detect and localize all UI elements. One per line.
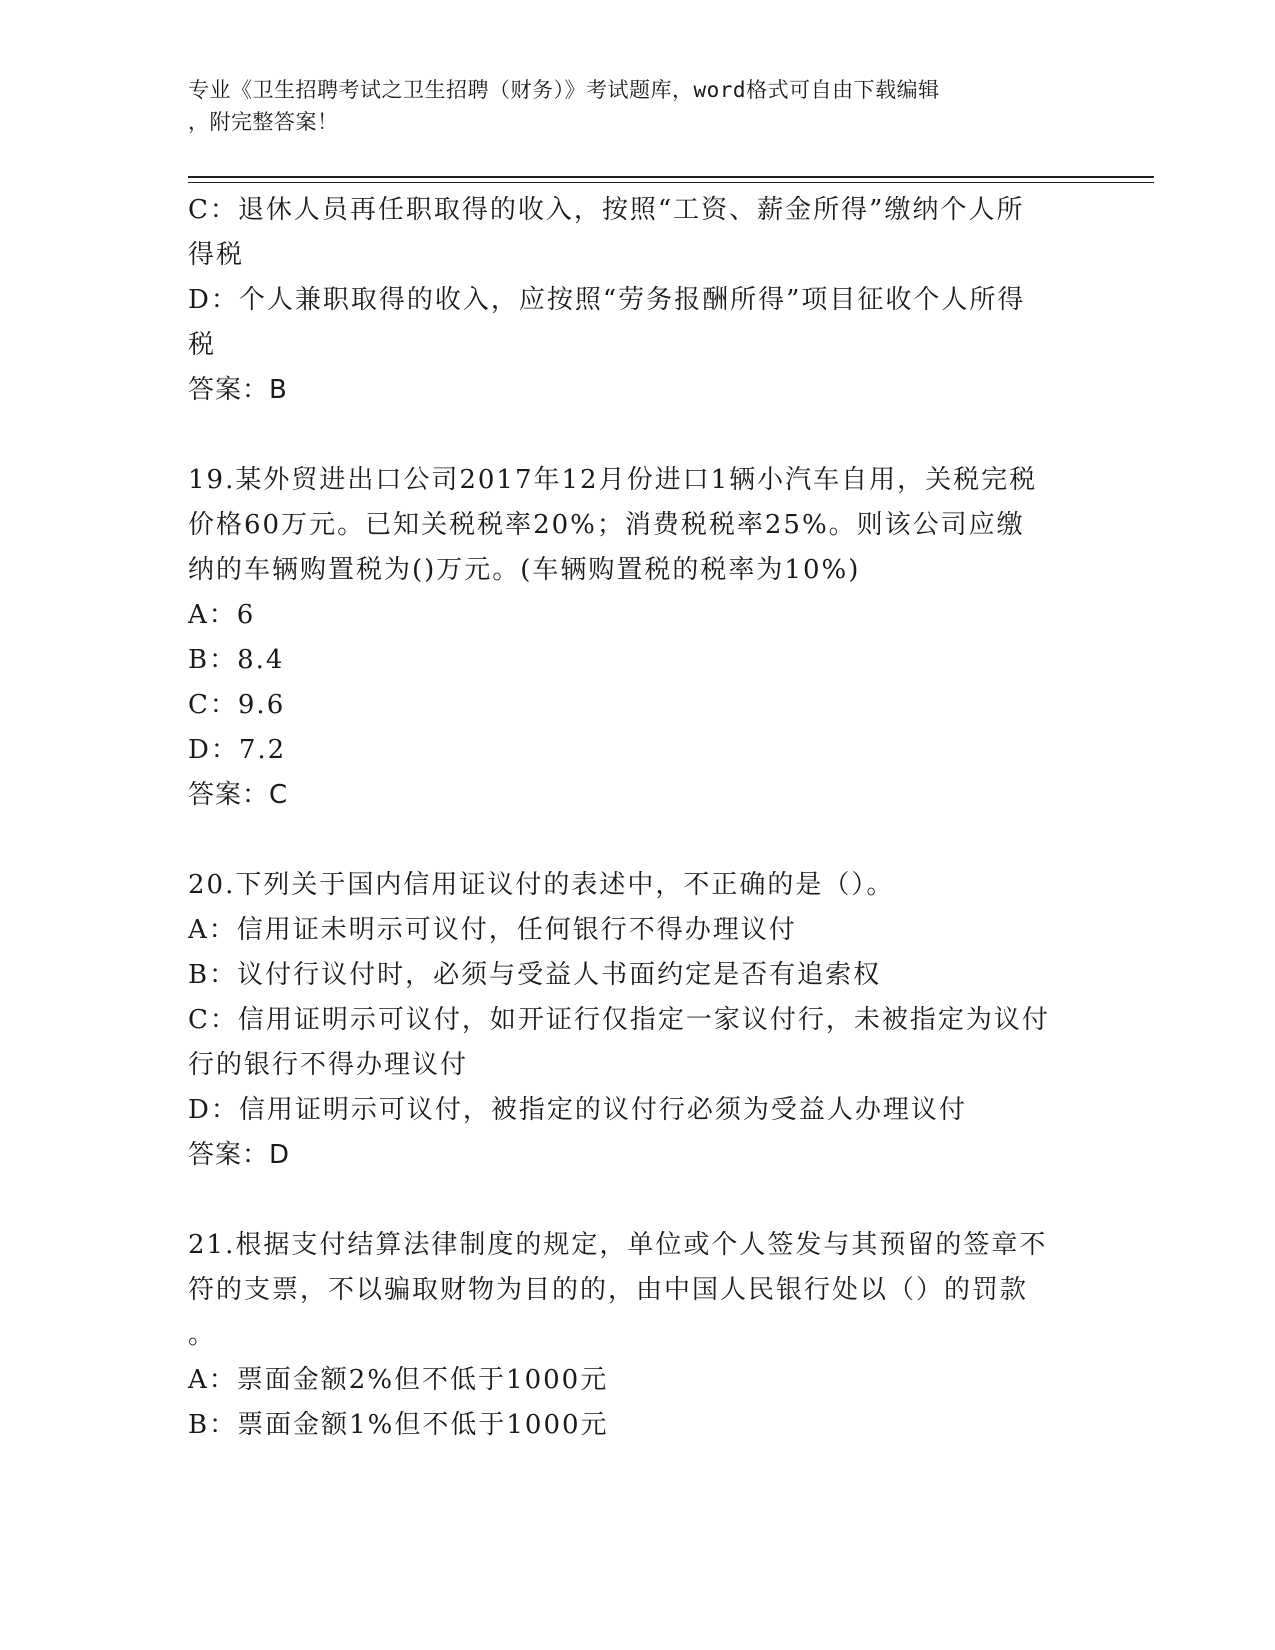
answer-line: 答案：D [188,1140,291,1170]
option-d-line-1: D：个人兼职取得的收入，应按照“劳务报酬所得”项目征收个人所得 [188,285,1026,315]
option-c-line-2: 行的银行不得办理议付 [188,1050,469,1080]
spacer [188,413,1068,458]
question-21 [188,1223,1068,1448]
question-stem-line-2: 符的支票，不以骗取财物为目的的，由中国人民银行处以（）的罚款 [188,1275,1029,1305]
spacer [188,818,1068,863]
answer-line: 答案：C [188,780,289,810]
spacer [188,1178,1068,1223]
header-divider-thin [188,182,1154,183]
option-b: B：议付行议付时，必须与受益人书面约定是否有追索权 [188,960,882,990]
option-d: D：7.2 [188,735,287,765]
option-c: C：9.6 [188,690,286,720]
document-header [188,74,1068,138]
question-20 [188,863,1068,1178]
question-stem-line-1: 19.某外贸进出口公司2017年12月份进口1辆小汽车自用，关税完税 [188,465,1038,495]
header-line-1: 专业《卫生招聘考试之卫生招聘（财务）》考试题库，word格式可自由下载编辑 [188,78,940,102]
answer-line: 答案：B [188,375,288,405]
option-c-line-1: C：退休人员再任职取得的收入，按照“工资、薪金所得”缴纳个人所 [188,195,1025,225]
option-d-line-2: 税 [188,330,217,360]
question-stem-line-1: 20.下列关于国内信用证议付的表述中，不正确的是（）。 [188,870,895,900]
question-stem-line-3: 。 [188,1320,217,1350]
header-divider-thick [188,176,1154,178]
option-d: D：信用证明示可议付，被指定的议付行必须为受益人办理议付 [188,1095,967,1125]
option-a: A：信用证未明示可议付，任何银行不得办理议付 [188,915,797,945]
question-stem-line-1: 21.根据支付结算法律制度的规定，单位或个人签发与其预留的签章不 [188,1230,1048,1260]
option-a: A：票面金额2%但不低于1000元 [188,1365,609,1395]
header-line-2: ，附完整答案！ [188,110,339,134]
question-stem-line-3: 纳的车辆购置税为()万元。(车辆购置税的税率为10%) [188,555,861,585]
option-c-line-1: C：信用证明示可议付，如开证行仅指定一家议付行，未被指定为议付 [188,1005,1050,1035]
question-content [188,188,1068,1448]
question-stem-line-2: 价格60万元。已知关税税率20%；消费税税率25%。则该公司应缴 [188,510,1025,540]
option-b: B：8.4 [188,645,285,675]
question-19 [188,458,1068,818]
option-b: B：票面金额1%但不低于1000元 [188,1410,609,1440]
question-18-tail [188,188,1068,413]
option-a: A：6 [188,600,256,630]
option-c-line-2: 得税 [188,240,245,270]
